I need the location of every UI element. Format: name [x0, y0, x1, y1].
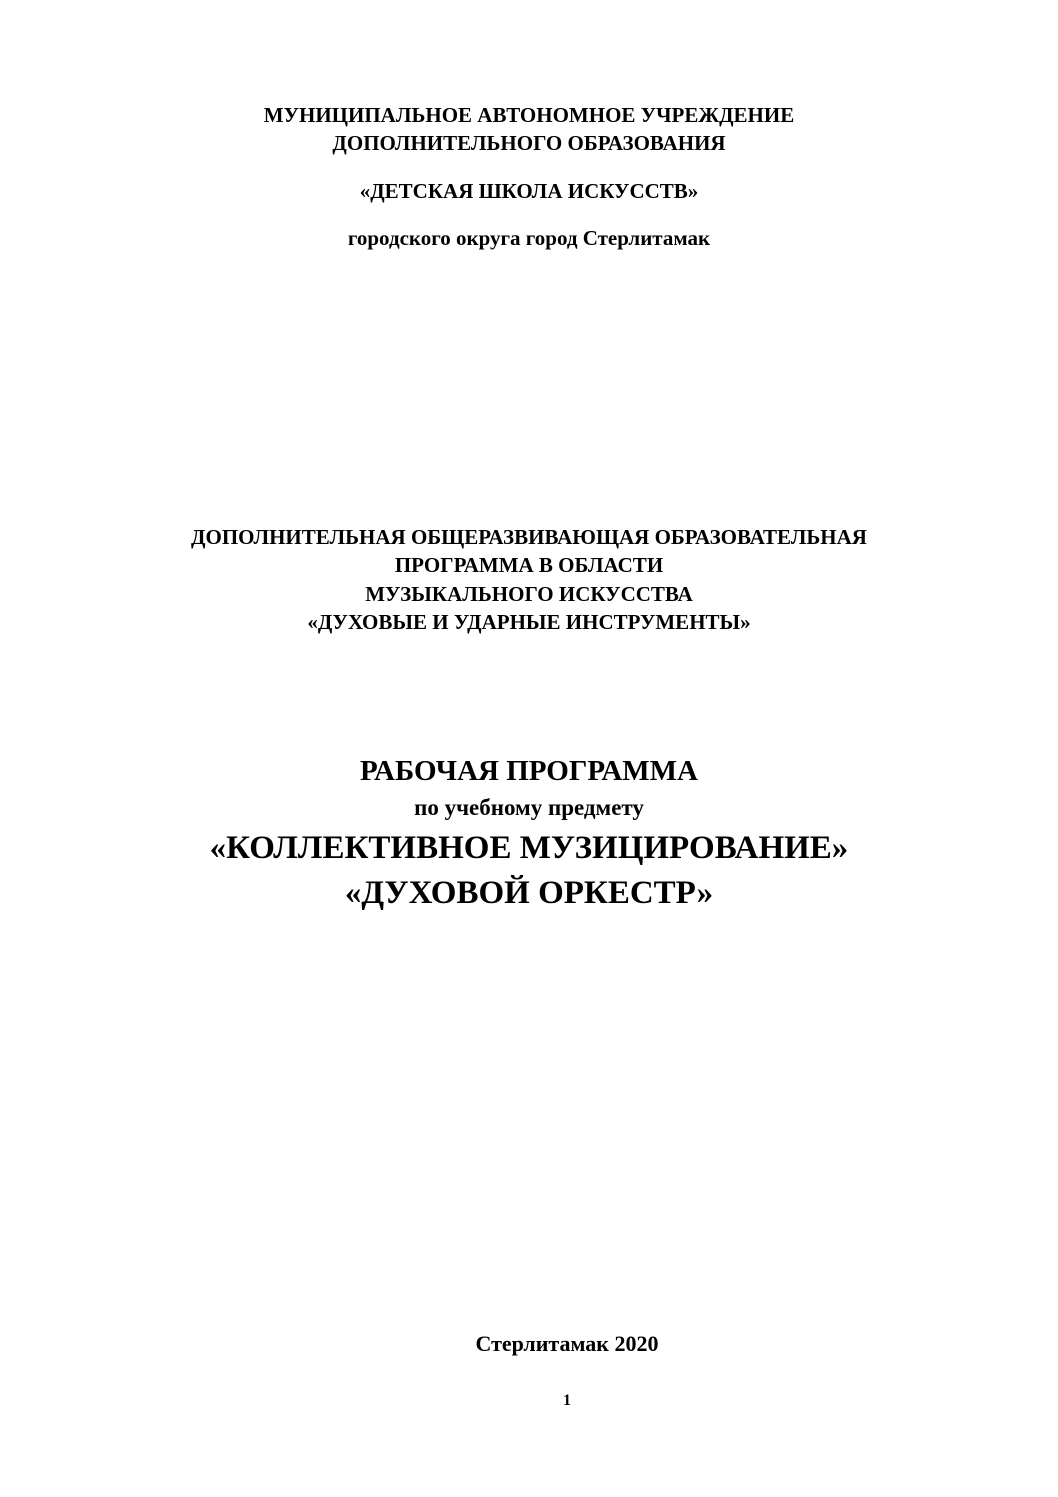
subject-line-2: «ДУХОВОЙ ОРКЕСТР»	[344, 875, 714, 911]
institution-district: городского округа город Стерлитамак	[347, 226, 711, 250]
work-program-subtitle: по учебному предмету	[414, 795, 644, 820]
work-program-title: РАБОЧАЯ ПРОГРАММА	[360, 755, 698, 787]
city-year: Стерлитамак 2020	[475, 1331, 659, 1356]
program-line-2: ПРОГРАММА В ОБЛАСТИ	[394, 553, 664, 577]
program-line-4: «ДУХОВЫЕ И УДАРНЫЕ ИНСТРУМЕНТЫ»	[307, 610, 751, 634]
subject-line-1: «КОЛЛЕКТИВНОЕ МУЗИЦИРОВАНИЕ»	[209, 830, 849, 866]
program-line-1: ДОПОЛНИТЕЛЬНАЯ ОБЩЕРАЗВИВАЮЩАЯ ОБРАЗОВАТЕЛЬНАЯ	[191, 525, 867, 549]
program-line-3: МУЗЫКАЛЬНОГО ИСКУССТВА	[365, 582, 693, 606]
institution-name: «ДЕТСКАЯ ШКОЛА ИСКУССТВ»	[359, 179, 699, 203]
institution-line-1: МУНИЦИПАЛЬНОЕ АВТОНОМНОЕ УЧРЕЖДЕНИЕ	[263, 103, 795, 127]
institution-line-2: ДОПОЛНИТЕЛЬНОГО ОБРАЗОВАНИЯ	[332, 131, 726, 155]
page-number: 1	[563, 1392, 571, 1409]
